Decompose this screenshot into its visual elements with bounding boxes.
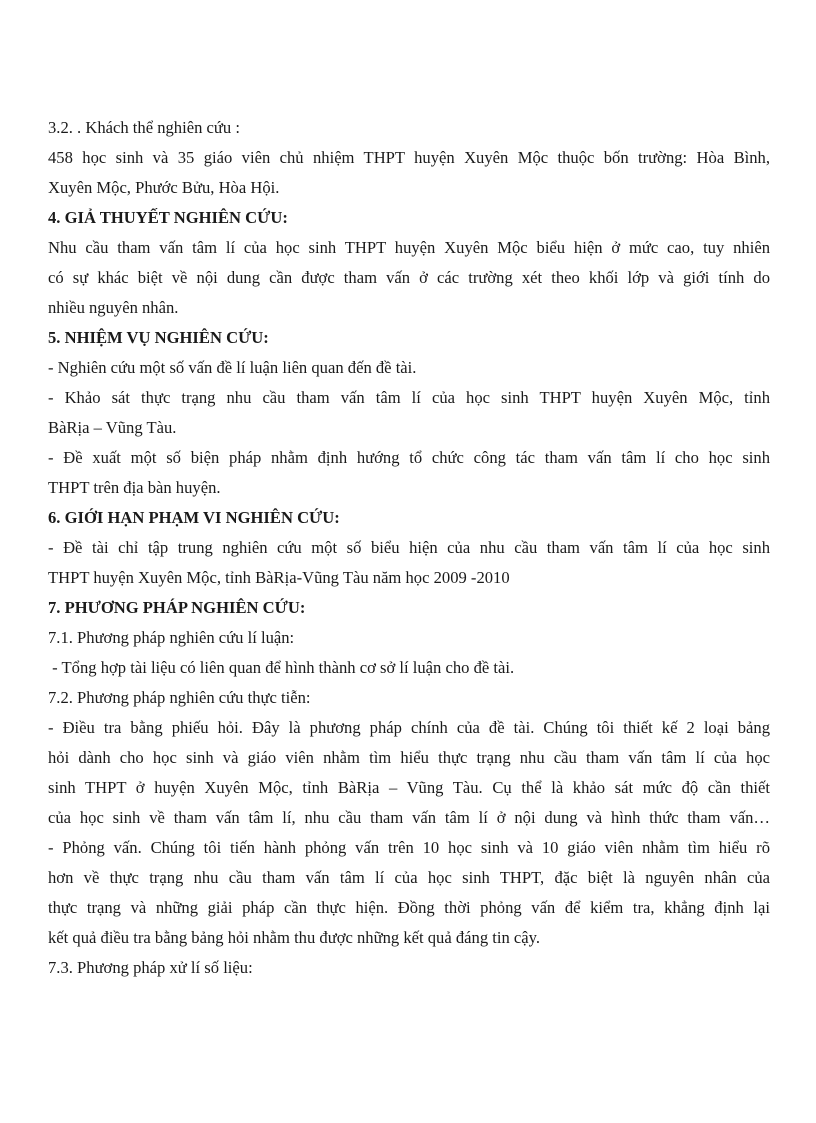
text-line: THPT trên địa bàn huyện. [48,478,221,497]
text-line: - Nghiên cứu một số vấn đề lí luận liên quan đến đề tài. [48,358,417,377]
text-line: thực trạng và những giải pháp cần thực hiện. Đồng thời phỏng vấn để kiểm tra, khẳng định lại [48,898,770,917]
text-line: Nhu cầu tham vấn tâm lí của học sinh THPT huyện Xuyên Mộc biểu hiện ở mức cao, tuy nhiên [48,238,770,257]
text-line: - Đề tài chỉ tập trung nghiên cứu một số biểu hiện của nhu cầu tham vấn tâm lí của học sinh [48,538,770,557]
text-line: - Tổng hợp tài liệu có liên quan để hình thành cơ sở lí luận cho đề tài. [48,658,515,677]
text-line: của học sinh về tham vấn tâm lí, nhu cầu tham vấn tâm lí ở nội dung và hình thức tham vấn… [48,808,770,827]
text-line: - Đề xuất một số biện pháp nhằm định hướng tổ chức công tác tham vấn tâm lí cho học sinh [48,448,770,467]
text-line: - Phỏng vấn. Chúng tôi tiến hành phỏng vấn trên 10 học sinh và 10 giáo viên nhằm tìm hiểu rõ [48,838,770,857]
document-page [48,113,770,983]
text-line: 7.1. Phương pháp nghiên cứu lí luận: [48,628,295,647]
text-line: Xuyên Mộc, Phước Bửu, Hòa Hội. [48,178,280,197]
section-heading: 7. PHƯƠNG PHÁP NGHIÊN CỨU: [48,598,306,617]
text-line: kết quả điều tra bằng bảng hỏi nhằm thu được những kết quả đáng tin cậy. [48,928,541,947]
text-line: nhiều nguyên nhân. [48,298,179,317]
text-line: - Điều tra bằng phiếu hỏi. Đây là phương pháp chính của đề tài. Chúng tôi thiết kế 2 loại bảng [48,718,770,737]
text-line: hỏi dành cho học sinh và giáo viên nhằm tìm hiểu thực trạng nhu cầu tham vấn tâm lí của học [48,748,770,767]
text-line: 458 học sinh và 35 giáo viên chủ nhiệm THPT huyện Xuyên Mộc thuộc bốn trường: Hòa Bình, [48,148,770,167]
section-heading: 5. NHIỆM VỤ NGHIÊN CỨU: [48,328,269,347]
text-line: BàRịa – Vũng Tàu. [48,418,177,437]
text-line: sinh THPT ở huyện Xuyên Mộc, tỉnh BàRịa – Vũng Tàu. Cụ thể là khảo sát mức độ cần thiết [48,778,770,797]
text-line: 7.2. Phương pháp nghiên cứu thực tiễn: [48,688,311,707]
text-line: THPT huyện Xuyên Mộc, tỉnh BàRịa-Vũng Tàu năm học 2009 -2010 [48,568,510,587]
text-line: hơn về thực trạng nhu cầu tham vấn tâm lí của học sinh THPT, đặc biệt là nguyên nhân của [48,868,770,887]
text-line: - Khảo sát thực trạng nhu cầu tham vấn tâm lí của học sinh THPT huyện Xuyên Mộc, tỉnh [48,388,770,407]
section-heading: 6. GIỚI HẠN PHẠM VI NGHIÊN CỨU: [48,508,340,527]
text-line: 3.2. . Khách thể nghiên cứu : [48,118,240,137]
text-line: 7.3. Phương pháp xử lí số liệu: [48,958,253,977]
text-line: có sự khác biệt về nội dung cần được tham vấn ở các trường xét theo khối lớp và giới tính do [48,268,770,287]
section-heading: 4. GIẢ THUYẾT NGHIÊN CỨU: [48,208,288,227]
